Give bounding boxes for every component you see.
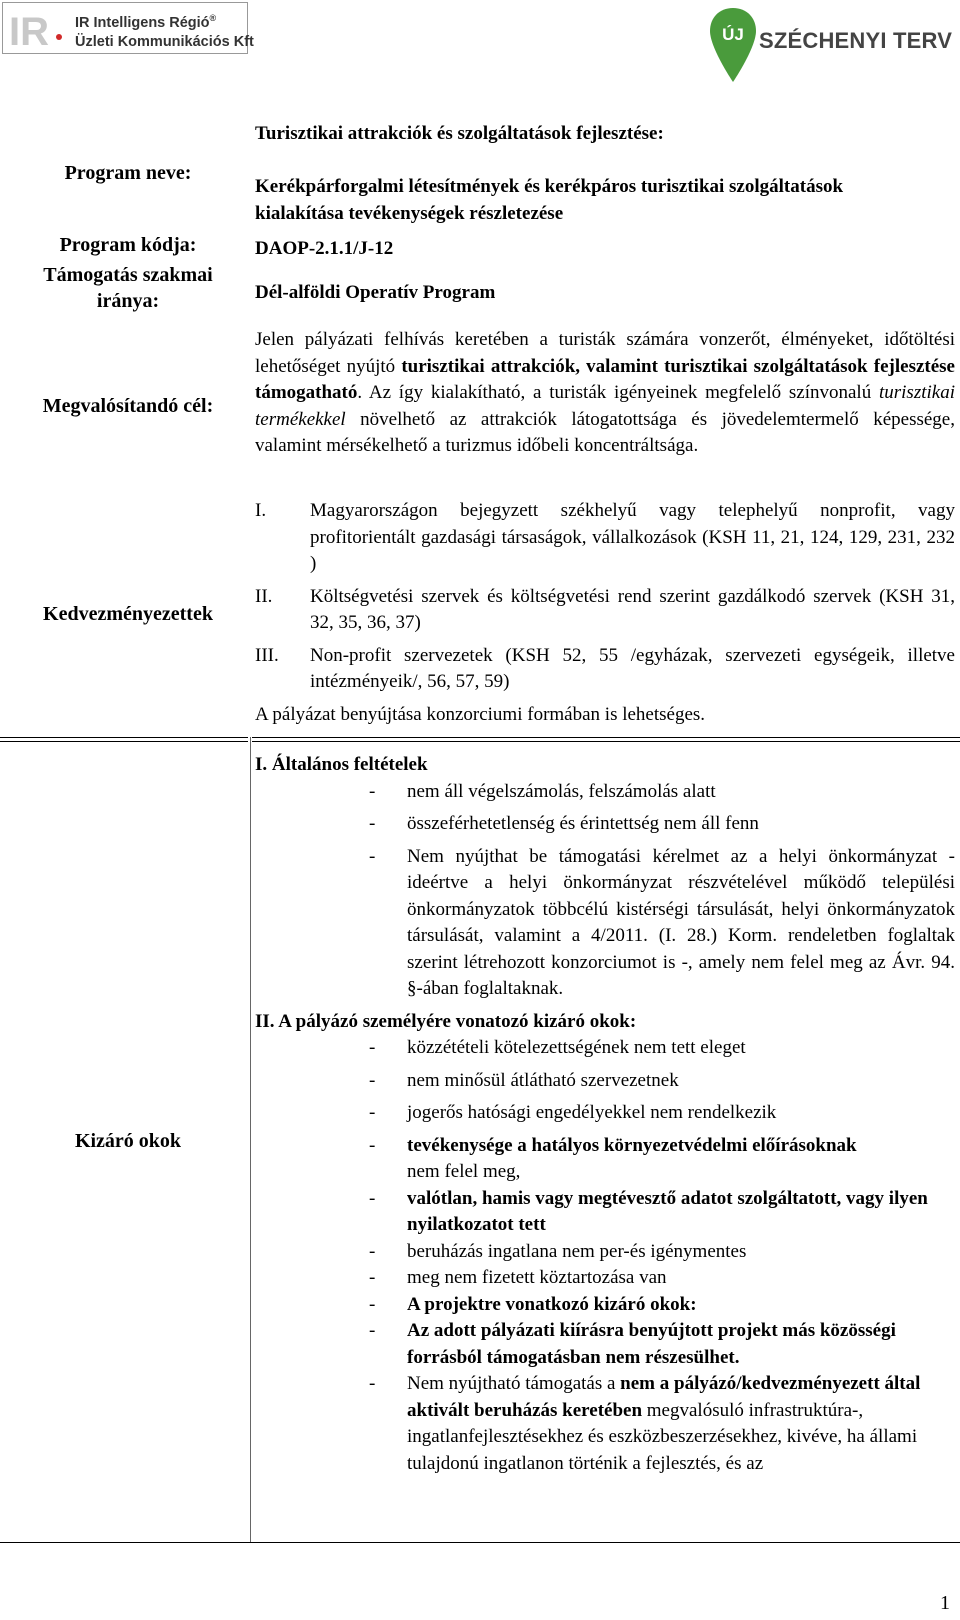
beneficiaries-note: A pályázat benyújtása konzorciumi formában is lehetséges. — [255, 703, 706, 725]
dash: - — [369, 813, 376, 834]
szechenyi-terv-logo — [708, 6, 953, 86]
program-title: Turisztikai attrakciók és szolgáltatások fejlesztése: — [255, 123, 664, 144]
beneficiary-item — [255, 643, 955, 696]
exclusions-section — [255, 752, 955, 1477]
goal-text-1: Jelen pályázati felhívás keretében a turisták számára vonzerőt, élményeket, időtöltési lehetőséget nyújtó — [255, 329, 955, 377]
list-item-text: meg nem fizetett köztartozása van — [407, 1267, 667, 1288]
list-item — [369, 811, 955, 838]
dash: - — [369, 780, 376, 802]
label-exclusions: Kizáró okok — [74, 1130, 182, 1152]
list-item — [369, 1265, 955, 1292]
beneficiary-item — [255, 584, 955, 637]
list-item — [369, 1186, 955, 1239]
program-code: DAOP-2.1.1/J-12 — [255, 238, 394, 259]
list-item-text: nem minősül átlátható szervezetnek — [407, 1069, 679, 1091]
section-divider — [252, 737, 960, 738]
beneficiary-text: Magyarországon bejegyzett székhelyű vagy telephelyű nonprofit, vagy profitorientált gazdasági társaságok, vállalkozások (KSH 11, 21, 124, 129, 231, 232 ) — [310, 500, 955, 574]
dash: - — [369, 1134, 376, 1156]
goal-paragraph — [255, 327, 955, 460]
list-item — [369, 779, 955, 806]
dash: - — [369, 1293, 376, 1315]
goal-text-3: növelhető az attrakciók látogatottsága és jövedelemtermelő képessége, valamint mérsékelhető a turizmus időbeli koncentráltsága. — [255, 408, 955, 456]
label-goal: Megvalósítandó cél: — [42, 395, 214, 417]
beneficiary-number: III. — [255, 644, 279, 666]
list-item — [369, 1292, 955, 1319]
svg-text:ÚJ: ÚJ — [722, 25, 744, 44]
section-divider — [0, 737, 248, 738]
list-item-text: Az adott pályázati kiírásra benyújtott projekt más közösségi forrásból támogatásban nem részesülhet. — [407, 1320, 896, 1368]
list-item — [369, 1239, 955, 1266]
dash: - — [369, 845, 376, 867]
list-item-text: nem áll végelszámolás, felszámolás alatt — [407, 780, 716, 802]
dash: - — [369, 1187, 376, 1209]
dash: - — [369, 1037, 376, 1058]
list-item-bold: nem a pályázó/kedvezményezett által aktivált beruházás keretében — [407, 1373, 921, 1421]
ir-logo-mark — [9, 9, 67, 49]
ir-logo-line2: Üzleti Kommunikációs Kft — [75, 33, 254, 50]
list-item-text — [407, 1371, 955, 1477]
general-conditions-title: I. Általános feltételek — [255, 754, 428, 775]
dash: - — [369, 1320, 376, 1341]
registered-mark: ® — [209, 13, 217, 23]
page-header — [0, 0, 960, 90]
dash: - — [369, 1240, 376, 1262]
beneficiary-item — [255, 498, 955, 578]
uj-pin-icon — [708, 6, 758, 84]
goal-text-2: . Az így kialakítható, a turisták igényeinek megfelelő színvonalú — [357, 382, 879, 403]
beneficiary-number: II. — [255, 585, 273, 607]
goal-text-italic: turisztikai termékekkel — [255, 382, 955, 430]
list-item-text: közzétételi kötelezettségének nem tett eleget — [407, 1037, 746, 1058]
beneficiary-text: Non-profit szervezetek (KSH 52, 55 /egyházak, szervezeti egységeik, illetve intézményeik/, 56, 57, 59) — [310, 644, 955, 692]
ir-intelligens-regio-logo — [2, 2, 254, 54]
beneficiary-text: Költségvetési szervek és költségvetési rend szerint gazdálkodó szervek (KSH 31, 32, 35, 36, 37) — [310, 585, 955, 633]
label-support-line1: Támogatás szakmai — [43, 264, 213, 286]
beneficiary-number: I. — [255, 500, 267, 521]
dash: - — [369, 1069, 376, 1091]
list-item — [369, 1035, 955, 1062]
label-beneficiaries: Kedvezményezettek — [43, 603, 213, 625]
list-item — [369, 844, 955, 1003]
dash: - — [369, 1267, 376, 1288]
bottom-border — [0, 1542, 960, 1543]
label-support-direction — [24, 262, 232, 314]
list-item — [369, 1068, 955, 1095]
svg-text:IR: IR — [9, 10, 49, 49]
szechenyi-terv-text: SZÉCHENYI TERV — [759, 28, 953, 53]
list-item-text — [407, 1133, 955, 1186]
ir-logo-text — [75, 9, 254, 52]
dash: - — [369, 1102, 376, 1123]
dash: - — [369, 1373, 376, 1394]
section-divider — [0, 741, 248, 742]
list-item-part: megvalósuló infrastruktúra-, ingatlanfejlesztésekhez és eszközbeszerzésekhez, kivéve, ha állami tulajdonú ingatlanon történik a fejlesztés, és az — [407, 1399, 918, 1474]
page-number: 1 — [940, 1592, 950, 1614]
list-item — [369, 1318, 955, 1371]
list-item-bold: tevékenysége a hatályos környezetvédelmi előírásoknak — [407, 1134, 857, 1156]
list-item-text: A projektre vonatkozó kizáró okok: — [407, 1293, 697, 1315]
list-item-part: Nem nyújtható támogatás a — [407, 1373, 621, 1394]
list-item — [369, 1371, 955, 1477]
applicant-exclusions-title: II. A pályázó személyére vonatozó kizáró okok: — [255, 1010, 637, 1032]
beneficiaries-list — [255, 498, 955, 728]
list-item-text: összeférhetetlenség és érintettség nem áll fenn — [407, 813, 759, 834]
ir-logo-line1: IR Intelligens Régió — [75, 14, 210, 31]
list-item-text: beruházás ingatlana nem per-és igénymentes — [407, 1240, 747, 1262]
column-divider — [250, 737, 251, 1542]
label-program-code: Program kódja: — [59, 234, 197, 256]
list-item-text: jogerős hatósági engedélyekkel nem rendelkezik — [407, 1102, 777, 1123]
list-item — [369, 1100, 955, 1127]
list-item-text: valótlan, hamis vagy megtévesztő adatot szolgáltatott, vagy ilyen nyilatkozatot tett — [407, 1187, 928, 1235]
program-direction: Dél-alföldi Operatív Program — [255, 282, 496, 303]
list-item — [369, 1133, 955, 1186]
list-item-rest: nem felel meg, — [407, 1161, 521, 1182]
program-subtitle: Kerékpárforgalmi létesítmények és kerékpáros turisztikai szolgáltatások kialakítása tevékenységek részletezése — [255, 176, 844, 224]
list-item-text: Nem nyújthat be támogatási kérelmet az a helyi önkormányzat - ideértve a helyi önkormányzat részvételével működő települési önkormányzatok többcélú kistérségi társulását, helyi önkormányzatok társulását, valamint a 4/2011. (I. 28.) Korm. rendeletben foglaltak szerint létrehozott konzorciumot is -, amely nem felel meg az Ávr. 94. §-ában foglaltaknak. — [407, 845, 955, 999]
label-program-name: Program neve: — [64, 162, 192, 184]
label-support-line2: iránya: — [96, 290, 160, 312]
section-divider — [252, 741, 960, 742]
goal-text-bold: turisztikai attrakciók, valamint turisztikai szolgáltatások fejlesztése támogatható — [255, 355, 955, 403]
